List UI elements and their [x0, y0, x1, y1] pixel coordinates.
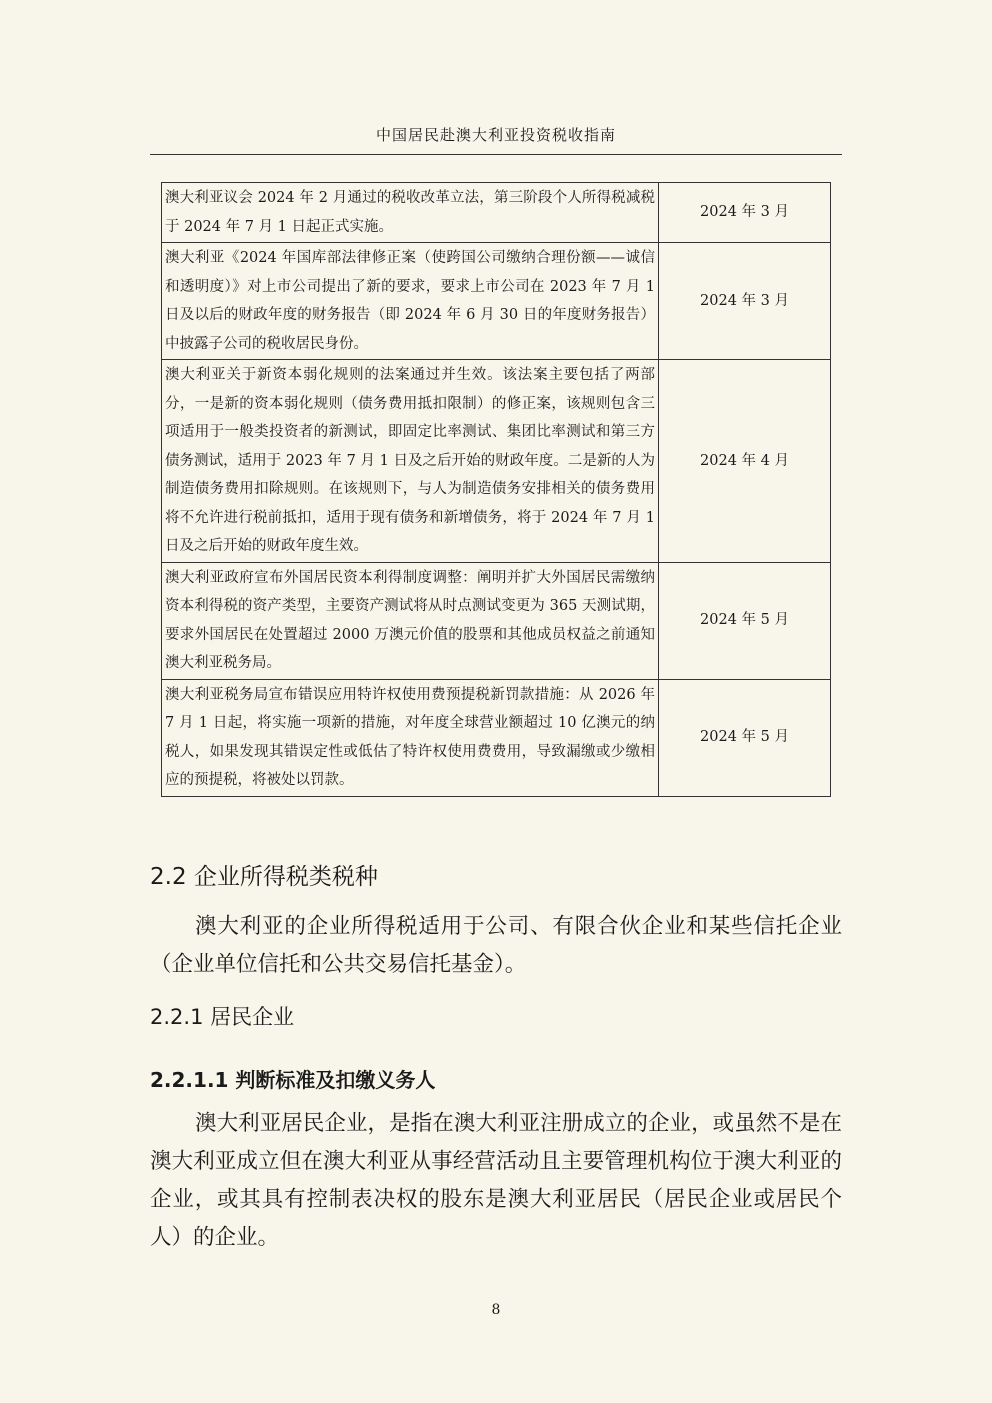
row-date: 2024 年 5 月: [659, 562, 831, 679]
row-description: 澳大利亚议会 2024 年 2 月通过的税收改革立法，第三阶段个人所得税减税于 2024 年 7 月 1 日起正式实施。: [162, 183, 659, 243]
row-date: 2024 年 4 月: [659, 360, 831, 563]
tax-update-table: [161, 182, 831, 797]
row-date: 2024 年 3 月: [659, 243, 831, 360]
table-row: [162, 360, 831, 563]
table-row: [162, 183, 831, 243]
row-description: 澳大利亚关于新资本弱化规则的法案通过并生效。该法案主要包括了两部分，一是新的资本弱化规则（债务费用抵扣限制）的修正案，该规则包含三项适用于一般类投资者的新测试，即固定比率测试、集团比率测试和第三方债务测试，适用于 2023 年 7 月 1 日及之后开始的财政年度。二是新的人为制造债务费用扣除规则。在该规则下，与人为制造债务安排相关的债务费用将不允许进行税前抵扣，适用于现有债务和新增债务，将于 2024 年 7 月 1 日及之后开始的财政年度生效。: [162, 360, 659, 563]
row-description: 澳大利亚《2024 年国库部法律修正案（使跨国公司缴纳合理份额——诚信和透明度）》对上市公司提出了新的要求，要求上市公司在 2023 年 7 月 1 日及以后的财政年度的财务报告（即 2024 年 6 月 30 日的年度财务报告）中披露子公司的税收居民身份。: [162, 243, 659, 360]
table-row: [162, 243, 831, 360]
section-heading-2-2: 2.2 企业所得税类税种: [150, 864, 378, 890]
table-row: [162, 679, 831, 796]
section-paragraph-2-2: 澳大利亚的企业所得税适用于公司、有限合伙企业和某些信托企业（企业单位信托和公共交易信托基金）。: [150, 914, 842, 977]
header-divider: [150, 154, 842, 155]
section-heading-2-2-1-1: 2.2.1.1 判断标准及扣缴义务人: [150, 1068, 436, 1092]
page-header: 中国居民赴澳大利亚投资税收指南: [375, 126, 616, 144]
section-paragraph-2-2-1-1: 澳大利亚居民企业，是指在澳大利亚注册成立的企业，或虽然不是在澳大利亚成立但在澳大利亚从事经营活动且主要管理机构位于澳大利亚的企业，或其具有控制表决权的股东是澳大利亚居民（居民企业或居民个人）的企业。: [150, 1111, 842, 1250]
row-description: 澳大利亚税务局宣布错误应用特许权使用费预提税新罚款措施：从 2026 年 7 月 1 日起，将实施一项新的措施，对年度全球营业额超过 10 亿澳元的纳税人，如果发现其错误定性或低估了特许权使用费费用，导致漏缴或少缴相应的预提税，将被处以罚款。: [162, 679, 659, 796]
section-heading-2-2-1: 2.2.1 居民企业: [150, 1005, 295, 1029]
page-number: 8: [491, 1302, 501, 1318]
row-description: 澳大利亚政府宣布外国居民资本利得制度调整：阐明并扩大外国居民需缴纳资本利得税的资产类型，主要资产测试将从时点测试变更为 365 天测试期，要求外国居民在处置超过 2000 万澳元价值的股票和其他成员权益之前通知澳大利亚税务局。: [162, 562, 659, 679]
row-date: 2024 年 3 月: [659, 183, 831, 243]
table-row: [162, 562, 831, 679]
row-date: 2024 年 5 月: [659, 679, 831, 796]
